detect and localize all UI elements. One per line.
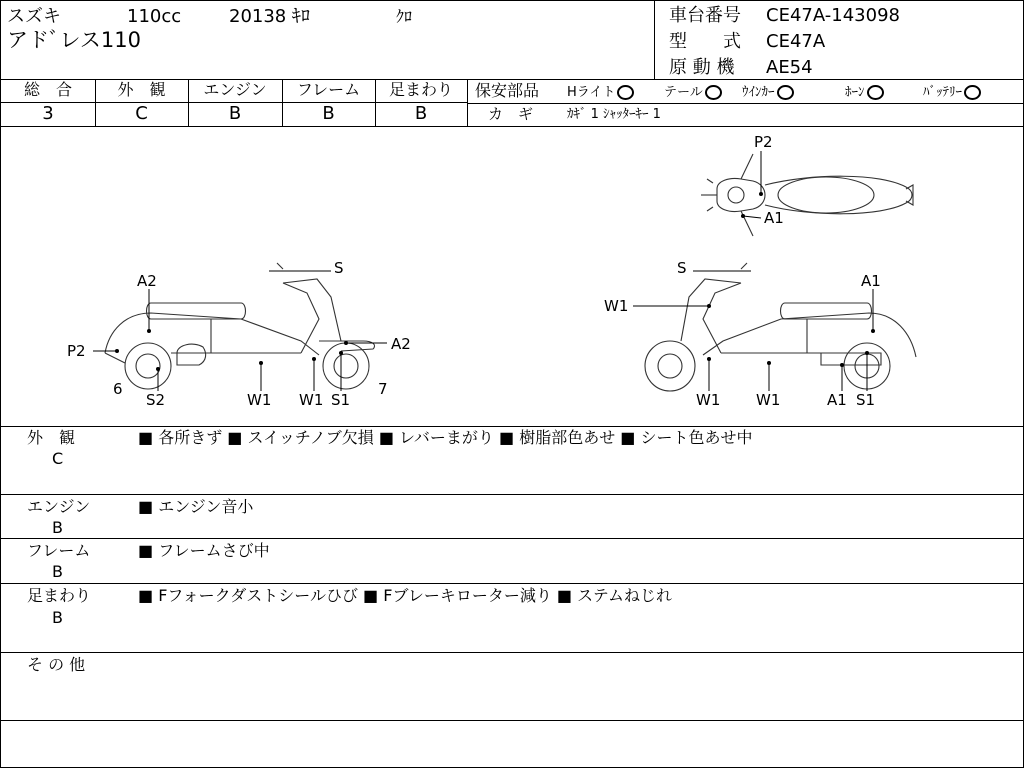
- safety-item-battery: ﾊﾞｯﾃﾘｰ: [923, 85, 981, 100]
- note-text-exterior: ■ 各所きず ■ スイッチノブ欠損 ■ レバーまがり ■ 樹脂部色あせ ■ シート色あせ中: [138, 428, 753, 447]
- safety-item-horn: ﾎｰﾝ: [845, 85, 884, 100]
- ok-circle-icon: [705, 85, 722, 100]
- label-right-s1: S1: [856, 391, 876, 409]
- note-label-suspension: 足まわり: [27, 586, 92, 605]
- safety-item-headlight: Hライト: [567, 85, 634, 100]
- note-grade-suspension: B: [52, 608, 63, 627]
- note-text-frame: ■ フレームさび中: [138, 541, 270, 560]
- suspension-grade-label: 足まわり: [388, 80, 453, 99]
- label-top-a1: A1: [764, 209, 784, 227]
- ok-circle-icon: [867, 85, 884, 100]
- engine-label: 原 動 機: [669, 57, 735, 78]
- model-name: アドﾞレス110: [7, 28, 141, 52]
- ok-circle-icon: [964, 85, 981, 100]
- label-right-w1-top: W1: [604, 297, 629, 315]
- note-rule: [1, 583, 1023, 584]
- label-right-w1-b: W1: [756, 391, 781, 409]
- key-value: ｶｷﾞ 1 ｼｬｯﾀｰｷｰ 1: [567, 107, 661, 122]
- note-grade-engine: B: [52, 518, 63, 537]
- overall-label: 総 合: [23, 80, 72, 99]
- key-label: カ ギ: [488, 105, 534, 123]
- note-grade-exterior: C: [52, 449, 64, 468]
- label-right-a1-bottom: A1: [827, 391, 847, 409]
- label-left-s2: S2: [146, 391, 166, 409]
- label-right-s: S: [677, 259, 687, 277]
- label-left-a2-right: A2: [391, 335, 411, 353]
- header-divider: [654, 1, 655, 79]
- label-left-w1-b: W1: [299, 391, 324, 409]
- safety-item-winker: ｳｲﾝｶｰ: [742, 85, 794, 100]
- engine-grade-value: B: [228, 103, 242, 124]
- diagram-bottom-rule: [1, 426, 1023, 427]
- note-label-other: そ の 他: [27, 655, 86, 674]
- note-text-suspension: ■ Fフォークダストシールひび ■ Fブレーキローター減り ■ ステムねじれ: [138, 586, 672, 605]
- type-label: 型 式: [669, 31, 741, 52]
- mileage: 20138 ｷﾛ: [229, 6, 310, 27]
- note-rule: [1, 538, 1023, 539]
- ok-circle-icon: [617, 85, 634, 100]
- safety-parts-label: 保安部品: [475, 81, 540, 100]
- exterior-value: C: [135, 103, 148, 124]
- note-label-frame: フレーム: [27, 541, 91, 560]
- frame-grade-value: B: [322, 103, 335, 124]
- scooter-diagram: [1, 127, 1023, 425]
- label-left-s: S: [334, 259, 344, 277]
- label-left-6: 6: [113, 380, 123, 398]
- note-text-engine: ■ エンジン音小: [138, 497, 254, 516]
- label-right-a1-top: A1: [861, 272, 881, 290]
- label-left-s1: S1: [331, 391, 351, 409]
- maker: スズキ: [7, 6, 61, 27]
- label-top-p2: P2: [754, 133, 773, 151]
- suspension-grade-value: B: [414, 103, 428, 124]
- note-grade-frame: B: [52, 562, 63, 581]
- note-rule: [1, 720, 1023, 721]
- label-left-a2-top: A2: [137, 272, 157, 290]
- color: ｸﾛ: [396, 7, 413, 26]
- engine-value: AE54: [766, 57, 813, 78]
- label-left-7: 7: [378, 380, 388, 398]
- label-left-w1-a: W1: [247, 391, 272, 409]
- ok-circle-icon: [777, 85, 794, 100]
- note-rule: [1, 494, 1023, 495]
- note-label-exterior: 外 観: [27, 428, 76, 447]
- safety-item-tail: テール: [664, 85, 722, 100]
- frame-grade-label: フレーム: [296, 80, 361, 99]
- scooter-top-view: [701, 154, 913, 236]
- displacement: 110cc: [127, 6, 182, 27]
- type-value: CE47A: [766, 31, 826, 52]
- label-left-p2: P2: [67, 342, 86, 360]
- overall-value: 3: [42, 103, 54, 124]
- note-rule: [1, 652, 1023, 653]
- safety-mid-rule: [467, 103, 1023, 104]
- engine-grade-label: エンジン: [203, 80, 267, 99]
- frame-no-label: 車台番号: [669, 5, 741, 26]
- exterior-label: 外 観: [117, 80, 166, 99]
- label-right-w1-a: W1: [696, 391, 721, 409]
- frame-no: CE47A-143098: [766, 5, 900, 26]
- note-label-engine: エンジン: [27, 497, 91, 516]
